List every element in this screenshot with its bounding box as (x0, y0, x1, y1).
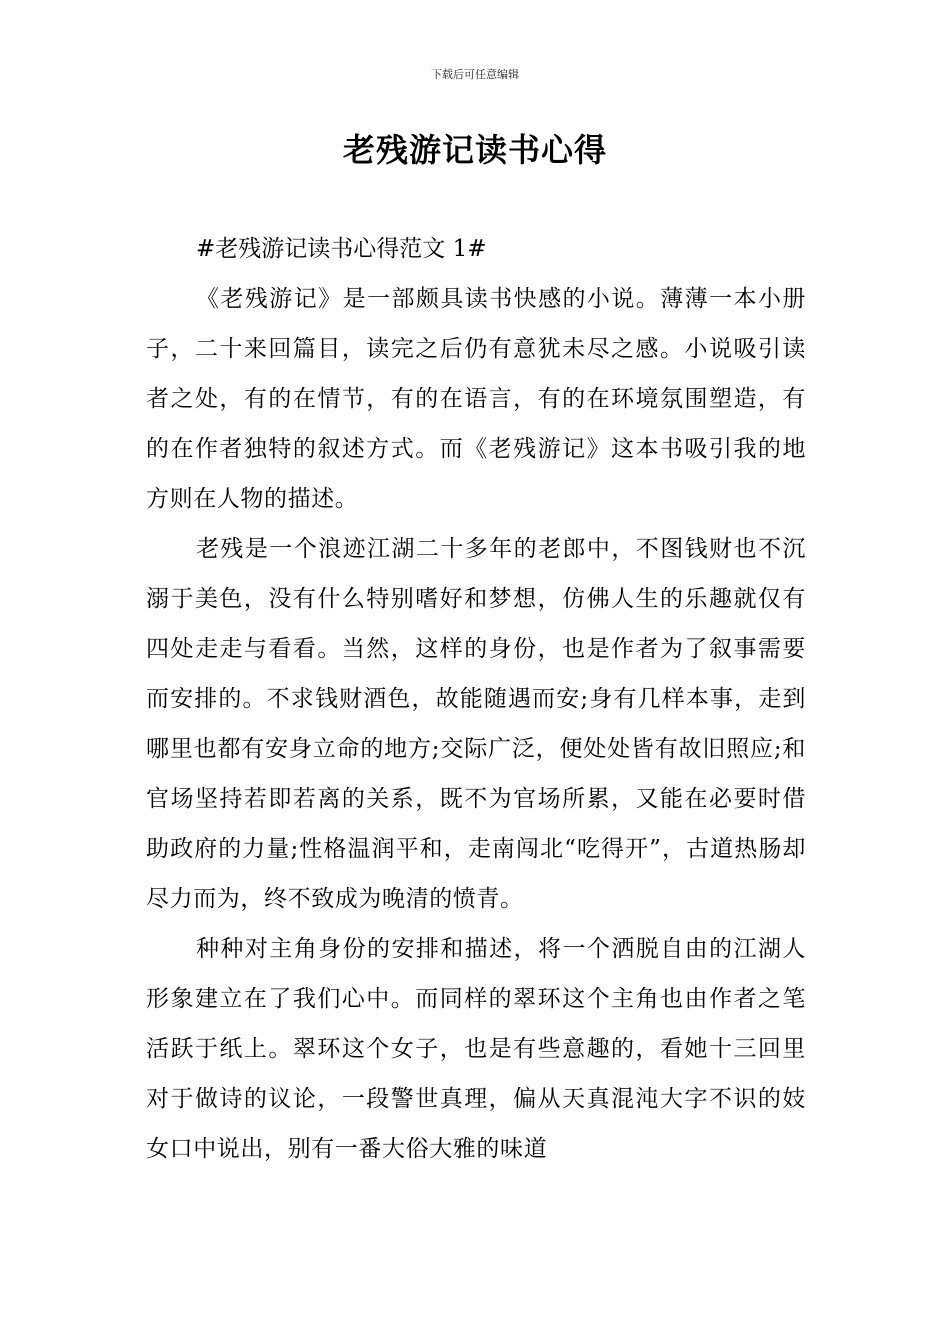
document-body (146, 224, 806, 1174)
body-paragraph-1: 《老残游记》是一部颇具读书快感的小说。薄薄一本小册子，二十来回篇目，读完之后仍有意犹未尽之感。小说吸引读者之处，有的在情节，有的在语言，有的在环境氛围塑造，有的在作者独特的叙述方式。而《老残游记》这本书吸引我的地方则在人物的描述。 (146, 286, 806, 512)
header-note: 下载后可任意编辑 (431, 68, 519, 81)
section-subheading: #老残游记读书心得范文 1# (196, 236, 487, 262)
body-paragraph-2: 老残是一个浪迹江湖二十多年的老郎中，不图钱财也不沉溺于美色，没有什么特别嗜好和梦想，仿佛人生的乐趣就仅有四处走走与看看。当然，这样的身份，也是作者为了叙事需要而安排的。不求钱财酒色，故能随遇而安;身有几样本事，走到哪里也都有安身立命的地方;交际广泛，便处处皆有故旧照应;和官场坚持若即若离的关系，既不为官场所累，又能在必要时借助政府的力量;性格温润平和，走南闯北“吃得开”，古道热肠却尽力而为，终不致成为晚清的愤青。 (146, 536, 806, 912)
body-paragraph-3: 种种对主角身份的安排和描述，将一个洒脱自由的江湖人形象建立在了我们心中。而同样的翠环这个主角也由作者之笔活跃于纸上。翠环这个女子，也是有些意趣的，看她十三回里对于做诗的议论，一段警世真理，偏从天真混沌大字不识的妓女口中说出，别有一番大俗大雅的味道 (146, 936, 806, 1162)
document-title: 老残游记读书心得 (342, 131, 607, 169)
